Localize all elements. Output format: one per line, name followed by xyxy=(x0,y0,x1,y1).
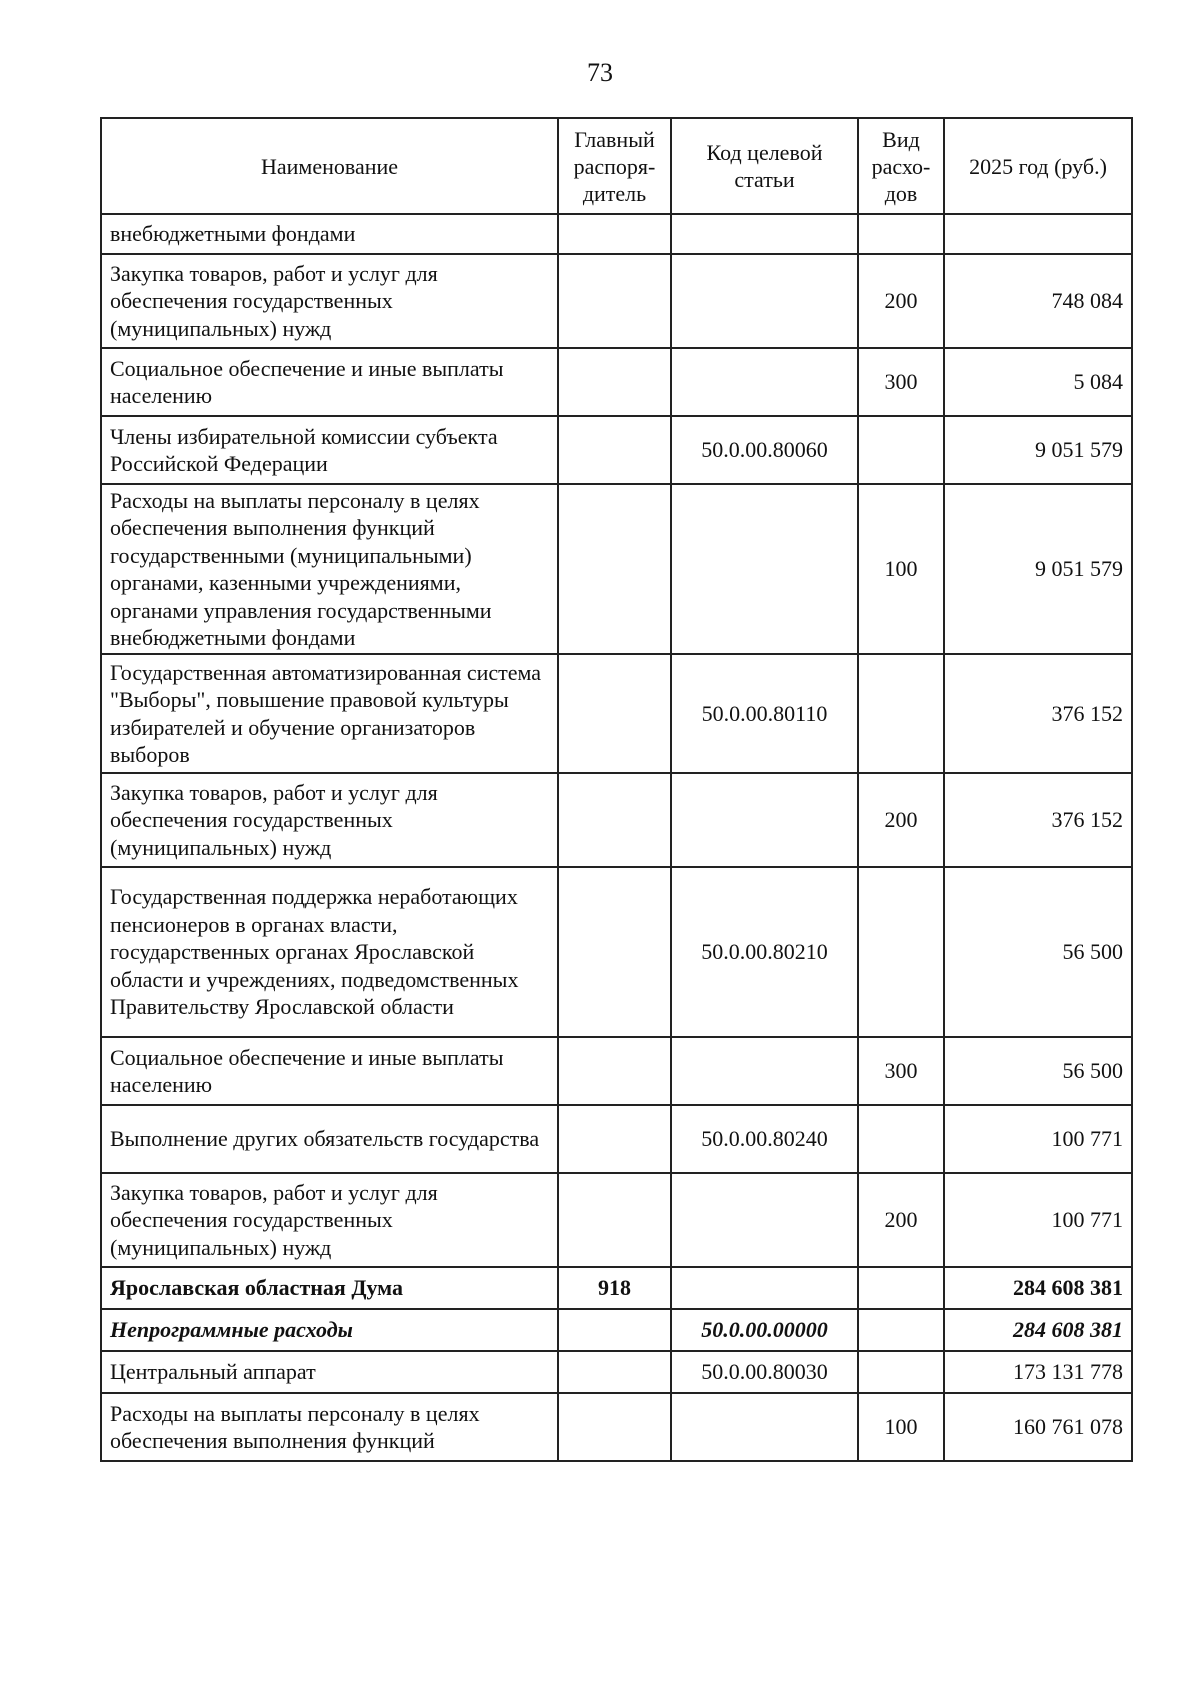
cell-kind xyxy=(858,1267,944,1309)
header-name: Наименование xyxy=(101,118,558,214)
cell-grbs xyxy=(558,214,671,254)
cell-kind xyxy=(858,867,944,1037)
cell-amount: 9 051 579 xyxy=(944,416,1132,484)
cell-grbs xyxy=(558,1393,671,1461)
table-row xyxy=(101,348,1132,416)
cell-name: Закупка товаров, работ и услуг для обеспечения государственных (муниципальных) нужд xyxy=(101,254,558,348)
table-row xyxy=(101,1309,1132,1351)
cell-amount: 56 500 xyxy=(944,867,1132,1037)
cell-amount: 376 152 xyxy=(944,654,1132,773)
table-row xyxy=(101,416,1132,484)
cell-name: Закупка товаров, работ и услуг для обеспечения государственных (муниципальных) нужд xyxy=(101,773,558,867)
table-row xyxy=(101,654,1132,773)
budget-table xyxy=(100,117,1133,1462)
cell-amount: 100 771 xyxy=(944,1105,1132,1173)
cell-amount: 56 500 xyxy=(944,1037,1132,1105)
cell-code xyxy=(671,348,858,416)
cell-code xyxy=(671,214,858,254)
cell-kind: 100 xyxy=(858,484,944,654)
cell-code xyxy=(671,254,858,348)
cell-code xyxy=(671,484,858,654)
header-amount: 2025 год (руб.) xyxy=(944,118,1132,214)
cell-name: Расходы на выплаты персоналу в целях обеспечения выполнения функций государственными (муниципальными) органами, казенными учреждениями, органами управления государственными внебюджетными фондами xyxy=(101,484,558,654)
header-code: Код целевой статьи xyxy=(671,118,858,214)
table-row xyxy=(101,1037,1132,1105)
cell-grbs xyxy=(558,773,671,867)
cell-amount: 9 051 579 xyxy=(944,484,1132,654)
cell-grbs xyxy=(558,416,671,484)
cell-kind: 200 xyxy=(858,773,944,867)
cell-code xyxy=(671,773,858,867)
cell-code: 50.0.00.80240 xyxy=(671,1105,858,1173)
cell-amount xyxy=(944,214,1132,254)
table-row xyxy=(101,254,1132,348)
cell-grbs xyxy=(558,1105,671,1173)
header-grbs: Главный распоря-дитель xyxy=(558,118,671,214)
cell-grbs xyxy=(558,1037,671,1105)
cell-kind: 300 xyxy=(858,1037,944,1105)
cell-code xyxy=(671,1173,858,1267)
table-header xyxy=(101,118,1132,214)
cell-name: Расходы на выплаты персоналу в целях обеспечения выполнения функций xyxy=(101,1393,558,1461)
cell-amount: 284 608 381 xyxy=(944,1267,1132,1309)
table-row xyxy=(101,1105,1132,1173)
table-row xyxy=(101,773,1132,867)
cell-code xyxy=(671,1393,858,1461)
cell-name: Выполнение других обязательств государства xyxy=(101,1105,558,1173)
cell-name: Непрограммные расходы xyxy=(101,1309,558,1351)
cell-code: 50.0.00.80210 xyxy=(671,867,858,1037)
cell-code: 50.0.00.00000 xyxy=(671,1309,858,1351)
cell-kind: 200 xyxy=(858,254,944,348)
cell-code: 50.0.00.80030 xyxy=(671,1351,858,1393)
cell-kind xyxy=(858,1309,944,1351)
cell-grbs xyxy=(558,1309,671,1351)
table-row xyxy=(101,1267,1132,1309)
cell-grbs xyxy=(558,484,671,654)
table-row xyxy=(101,1173,1132,1267)
cell-kind xyxy=(858,214,944,254)
table-row xyxy=(101,214,1132,254)
cell-name: Социальное обеспечение и иные выплаты населению xyxy=(101,1037,558,1105)
cell-code xyxy=(671,1267,858,1309)
page-number: 73 xyxy=(587,58,613,87)
cell-name: Центральный аппарат xyxy=(101,1351,558,1393)
cell-grbs xyxy=(558,654,671,773)
cell-name: Ярославская областная Дума xyxy=(101,1267,558,1309)
table-body xyxy=(101,214,1132,1461)
cell-name: внебюджетными фондами xyxy=(101,214,558,254)
cell-name: Закупка товаров, работ и услуг для обеспечения государственных (муниципальных) нужд xyxy=(101,1173,558,1267)
cell-kind xyxy=(858,1351,944,1393)
cell-name: Государственная автоматизированная система "Выборы", повышение правовой культуры избирателей и обучение организаторов выборов xyxy=(101,654,558,773)
cell-code: 50.0.00.80060 xyxy=(671,416,858,484)
cell-kind xyxy=(858,416,944,484)
cell-amount: 748 084 xyxy=(944,254,1132,348)
cell-name: Государственная поддержка неработающих пенсионеров в органах власти, государственных органах Ярославской области и учреждениях, подведомственных Правительству Ярославской области xyxy=(101,867,558,1037)
cell-kind: 200 xyxy=(858,1173,944,1267)
cell-amount: 376 152 xyxy=(944,773,1132,867)
cell-grbs xyxy=(558,254,671,348)
cell-kind xyxy=(858,1105,944,1173)
cell-grbs xyxy=(558,867,671,1037)
table-row xyxy=(101,484,1132,654)
header-kind: Вид расхо-дов xyxy=(858,118,944,214)
table-row xyxy=(101,1351,1132,1393)
cell-amount: 173 131 778 xyxy=(944,1351,1132,1393)
cell-grbs: 918 xyxy=(558,1267,671,1309)
table-row xyxy=(101,1393,1132,1461)
table-row xyxy=(101,867,1132,1037)
cell-amount: 100 771 xyxy=(944,1173,1132,1267)
cell-name: Социальное обеспечение и иные выплаты населению xyxy=(101,348,558,416)
cell-kind: 300 xyxy=(858,348,944,416)
cell-grbs xyxy=(558,1173,671,1267)
cell-amount: 5 084 xyxy=(944,348,1132,416)
cell-code xyxy=(671,1037,858,1105)
cell-kind: 100 xyxy=(858,1393,944,1461)
cell-grbs xyxy=(558,348,671,416)
cell-amount: 284 608 381 xyxy=(944,1309,1132,1351)
cell-kind xyxy=(858,654,944,773)
cell-amount: 160 761 078 xyxy=(944,1393,1132,1461)
cell-name: Члены избирательной комиссии субъекта Российской Федерации xyxy=(101,416,558,484)
cell-grbs xyxy=(558,1351,671,1393)
cell-code: 50.0.00.80110 xyxy=(671,654,858,773)
